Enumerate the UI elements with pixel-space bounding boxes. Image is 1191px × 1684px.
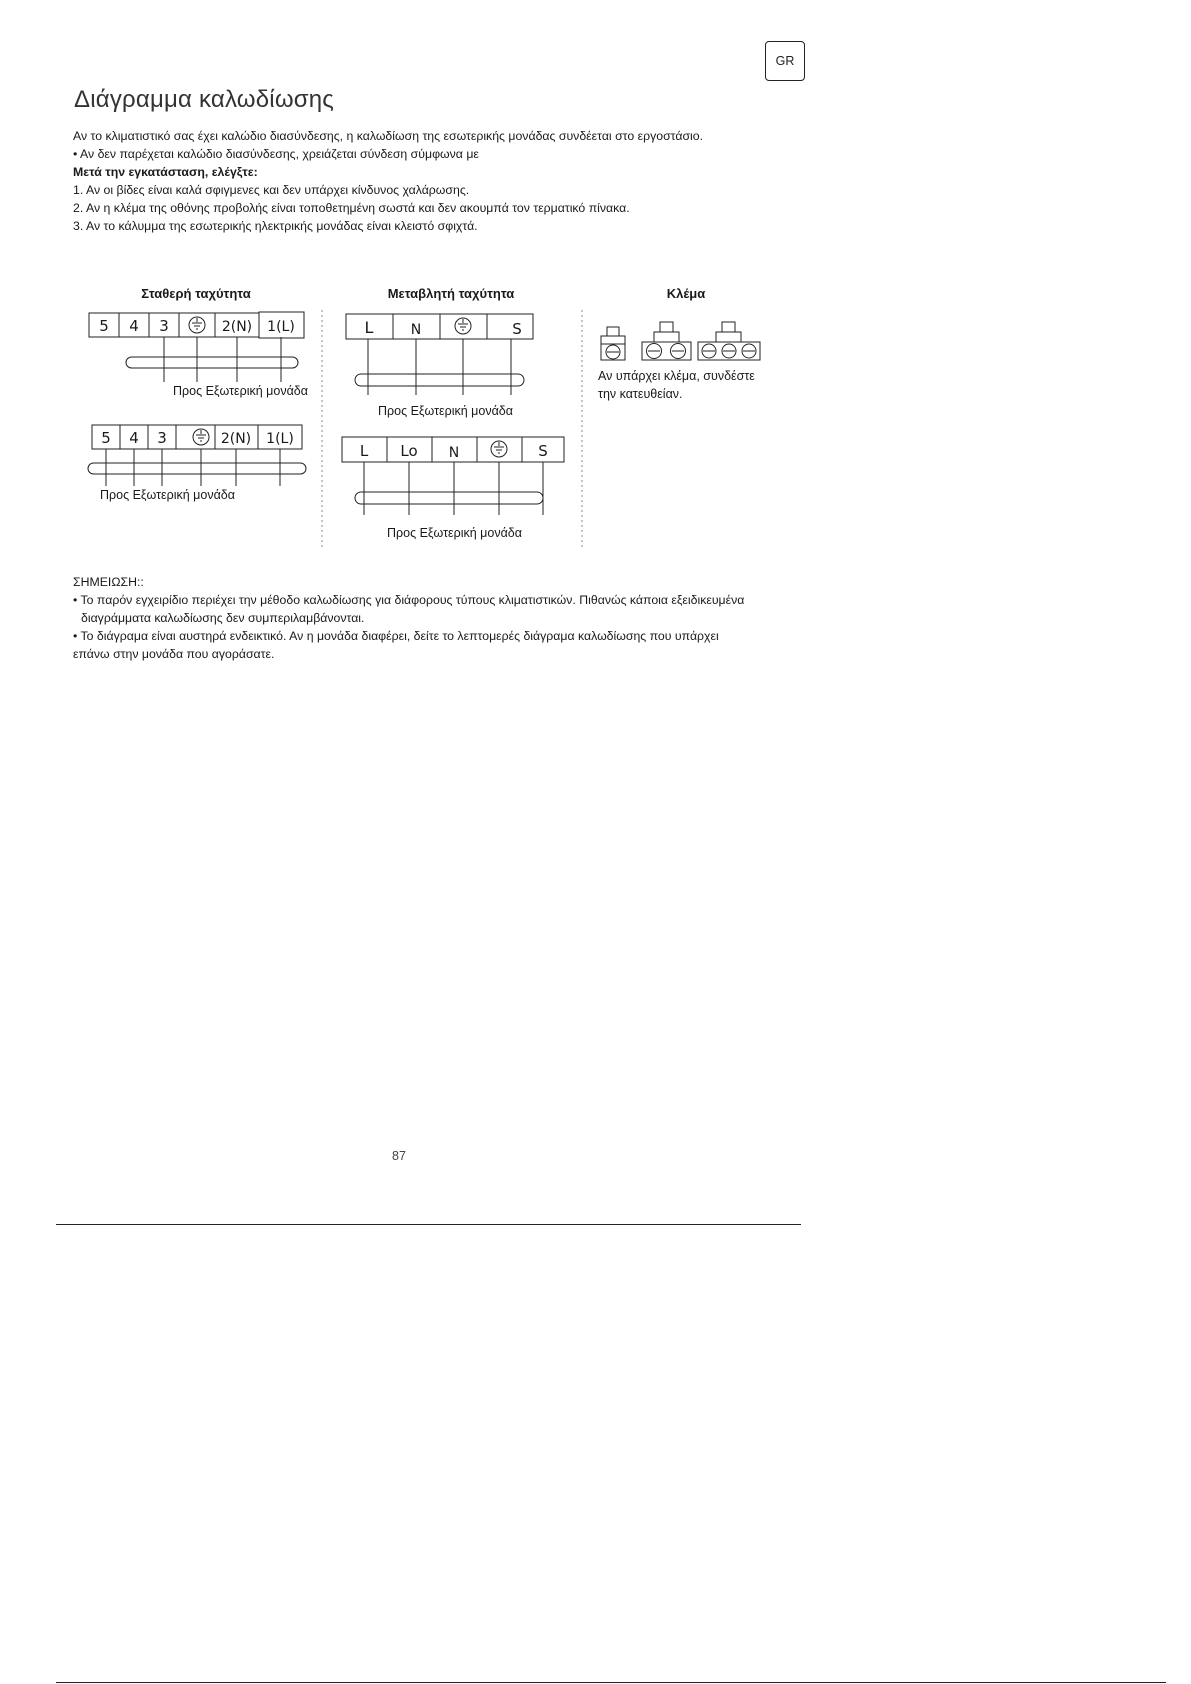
variable-speed-caption-b: Προς Εξωτερική μονάδα	[387, 526, 522, 540]
variable-speed-terminal-board-a	[346, 314, 533, 339]
fixed-speed-cable-a	[126, 337, 298, 382]
fixed-speed-terminal-board-b	[92, 425, 302, 449]
terminal-label: N	[410, 322, 422, 338]
check-item: 3. Αν το κάλυμμα της εσωτερικής ηλεκτρικής μονάδας είναι κλειστό σφιχτά.	[73, 219, 478, 233]
terminal-label: 4	[129, 429, 139, 447]
note-line: επάνω στην μονάδα που αγοράσατε.	[73, 647, 275, 661]
ground-icon	[455, 318, 471, 334]
terminal-label: S	[538, 442, 548, 460]
terminal-label: S	[512, 320, 522, 338]
note-line: • Το παρόν εγχειρίδιο περιέχει την μέθοδο καλωδίωσης για διάφορους τύπους κλιματιστικών. Πιθανώς κάποια εξειδικευμένα	[73, 593, 745, 607]
variable-speed-caption-a: Προς Εξωτερική μονάδα	[378, 404, 513, 418]
ground-icon	[193, 429, 209, 445]
terminal-label: 1(L)	[266, 431, 294, 447]
ground-icon	[491, 441, 507, 457]
terminal-label: 2(N)	[220, 431, 252, 447]
terminal-label: 2(N)	[221, 319, 253, 335]
terminal-label: 5	[99, 317, 109, 335]
fixed-speed-terminal-board-a	[89, 312, 304, 338]
intro-section	[73, 127, 773, 235]
fixed-speed-heading: Σταθερή ταχύτητα	[141, 286, 251, 301]
terminal-label: 5	[101, 429, 111, 447]
fixed-speed-caption-a: Προς Εξωτερική μονάδα	[173, 384, 308, 398]
terminal-label: N	[448, 445, 460, 461]
wiring-diagram	[70, 280, 780, 550]
terminal-label: 4	[129, 317, 139, 335]
terminal-label: Lo	[400, 442, 418, 460]
terminal-block-caption: την κατευθείαν.	[598, 387, 683, 401]
terminal-block-heading: Κλέμα	[666, 286, 706, 301]
page-number: 87	[392, 1149, 406, 1163]
check-item: 2. Αν η κλέμα της οθόνης προβολής είναι τοποθετημένη σωστά και δεν ακουμπά τον τερματικό πίνακα.	[73, 201, 630, 215]
triple-terminal-block-icon	[698, 322, 760, 360]
terminal-label: 3	[159, 317, 169, 335]
language-badge: GR	[765, 41, 805, 81]
ground-icon	[189, 317, 205, 333]
terminal-label: 3	[157, 429, 167, 447]
terminal-label: L	[359, 442, 369, 460]
intro-line: • Αν δεν παρέχεται καλώδιο διασύνδεσης, χρειάζεται σύνδεση σύμφωνα με	[73, 147, 479, 161]
variable-speed-terminal-board-b	[342, 437, 564, 462]
single-terminal-block-icon	[601, 327, 625, 360]
page-title: Διάγραμμα καλωδίωσης	[74, 86, 335, 113]
check-item: 1. Αν οι βίδες είναι καλά σφιγμενες και δεν υπάρχει κίνδυνος χαλάρωσης.	[73, 183, 470, 197]
fixed-speed-cable-b	[88, 449, 306, 486]
page-divider	[56, 1224, 801, 1225]
page-divider	[56, 1682, 1166, 1683]
note-line: • Το διάγραμα είναι αυστηρά ενδεικτικό. Αν η μονάδα διαφέρει, δείτε το λεπτομερές διάγραμα καλωδίωσης που υπάρχει	[73, 629, 719, 643]
check-heading: Μετά την εγκατάσταση, ελέγξτε:	[73, 165, 258, 179]
variable-speed-cable-b	[355, 462, 543, 515]
notes-heading: ΣΗΜΕΙΩΣΗ::	[73, 575, 144, 589]
terminal-label: 1(L)	[267, 319, 295, 335]
fixed-speed-caption-b: Προς Εξωτερική μονάδα	[100, 488, 235, 502]
intro-line: Αν το κλιματιστικό σας έχει καλώδιο διασύνδεσης, η καλωδίωση της εσωτερικής μονάδας συνδέεται στο εργοστάσιο.	[73, 129, 704, 143]
note-line: διαγράμματα καλωδίωσης δεν συμπεριλαμβάνονται.	[81, 611, 365, 625]
double-terminal-block-icon	[642, 322, 691, 360]
notes-section	[73, 573, 773, 663]
variable-speed-heading: Μεταβλητή ταχύτητα	[387, 286, 515, 301]
variable-speed-cable-a	[355, 339, 524, 395]
terminal-label: L	[364, 318, 374, 337]
terminal-block-caption: Αν υπάρχει κλέμα, συνδέστε	[598, 369, 755, 383]
